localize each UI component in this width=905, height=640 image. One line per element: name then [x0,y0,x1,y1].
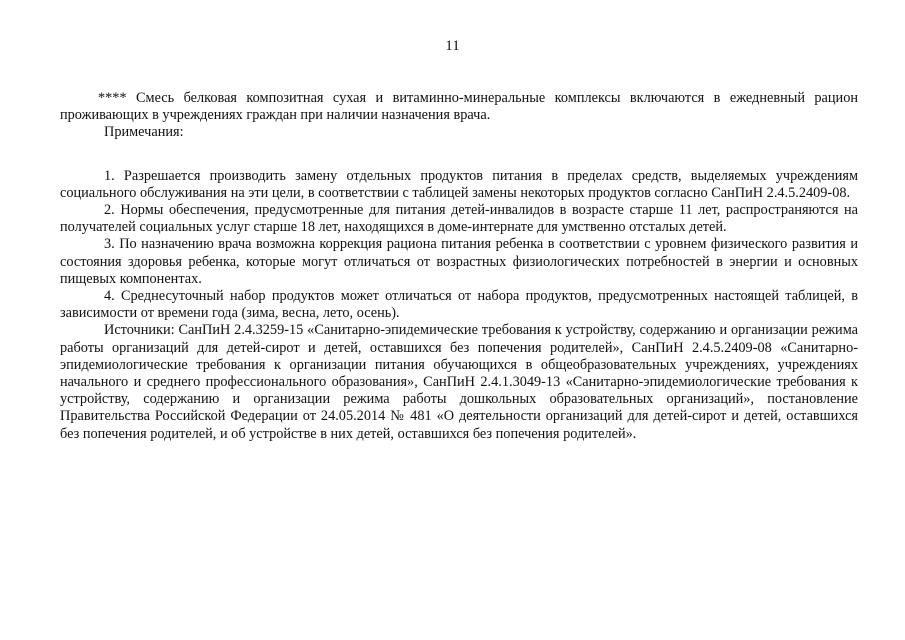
document-body [60,90,858,443]
page-number: 11 [445,38,460,54]
sources-paragraph: Источники: СанПиН 2.4.3259-15 «Санитарно-эпидемические требования к устройству, содержанию и организации режима работы организаций для детей-сирот и детей, оставшихся без попечения родителей», СанПиН 2.4.5.2409-08 «Санитарно-эпидемиологические требования к организации питания обучающихся в общеобразовательных учреждениях, учреждениях начального и среднего профессионального образования», СанПиН 2.4.1.3049-13 «Санитарно-эпидемиологические требования к устройству, содержанию и организации режима работы дошкольных образовательных организаций», постановление Правительства Российской Федерации от 24.05.2014 № 481 «О деятельности организаций для детей-сирот и детей, оставшихся без попечения родителей, и об устройстве в них детей, оставшихся без попечения родителей». [60,322,858,442]
note-item-2: 2. Нормы обеспечения, предусмотренные для питания детей-инвалидов в возрасте старше 11 лет, распространяются на получателей социальных услуг старше 18 лет, находящихся в доме-интернате для умственно отсталых детей. [60,202,858,236]
notes-heading: Примечания: [104,124,184,141]
note-item-1: 1. Разрешается производить замену отдельных продуктов питания в пределах средств, выделяемых учреждениям социального обслуживания на эти цели, в соответствии с таблицей замены некоторых продуктов согласно СанПиН 2.4.5.2409-08. [60,167,858,201]
footnote-paragraph: **** Смесь белковая композитная сухая и витаминно-минеральные комплексы включаются в ежедневный рацион проживающих в учреждениях граждан при наличии назначения врача. [60,90,858,124]
note-item-4: 4. Среднесуточный набор продуктов может отличаться от набора продуктов, предусмотренных настоящей таблицей, в зависимости от времени года (зима, весна, лето, осень). [60,288,858,322]
note-item-3: 3. По назначению врача возможна коррекция рациона питания ребенка в соответствии с уровнем физического развития и состояния здоровья ребенка, которые могут отличаться от возрастных физиологических потребностей в энергии и основных пищевых компонентах. [60,236,858,287]
